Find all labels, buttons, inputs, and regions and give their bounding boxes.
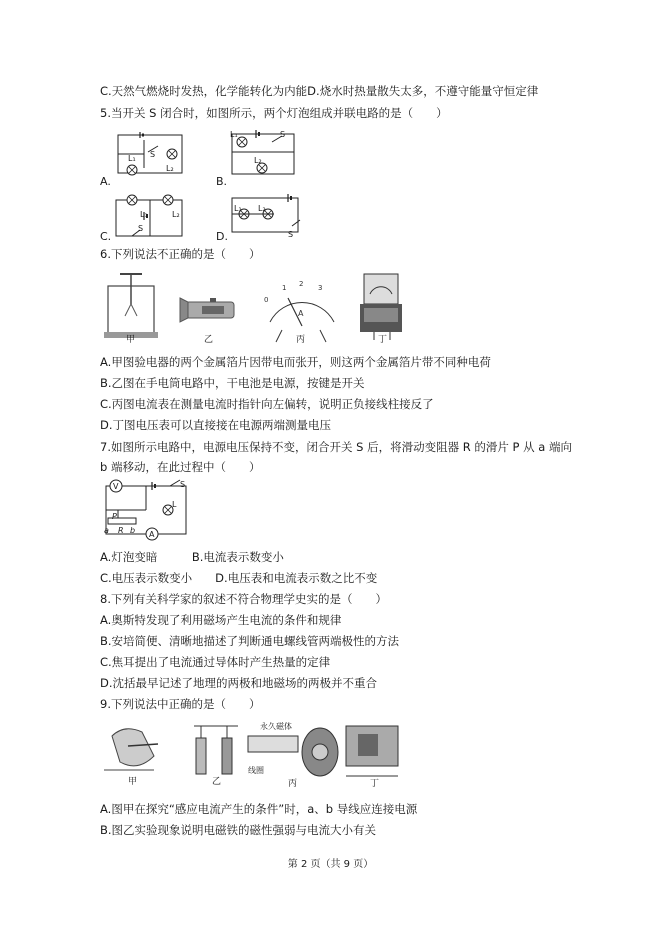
page-footer: 第 2 页（共 9 页） xyxy=(287,859,374,870)
q5d-l2-label: L₂ xyxy=(258,204,266,213)
question-9: 9.下列说法中正确的是（ ） xyxy=(100,697,261,711)
q7-lamp-label: L xyxy=(172,500,177,509)
q9-caption-bing: 丙 xyxy=(288,779,298,789)
q5b-s-label: S xyxy=(280,130,286,139)
q7-end-b-label: b xyxy=(130,526,136,535)
q5a-s-label: S xyxy=(150,150,156,159)
q5c-l2-label: L₂ xyxy=(172,210,180,219)
svg-text:0: 0 xyxy=(264,296,269,304)
q6-option-c: C.丙图电流表在测量电流时指针向左偏转，说明正负接线柱接反了 xyxy=(100,397,434,411)
q5-option-d-label: D. xyxy=(216,230,228,243)
q5d-l1-label: L₁ xyxy=(234,204,242,213)
q7-switch-label: S xyxy=(180,480,186,489)
q5-circuit-d xyxy=(226,190,306,242)
question-8: 8.下列有关科学家的叙述不符合物理学史实的是（ ） xyxy=(100,592,387,606)
question-5: 5.当开关 S 闭合时，如图所示，两个灯泡组成并联电路的是（ ） xyxy=(100,106,448,120)
q9-option-b: B.图乙实验现象说明电磁铁的磁性强弱与电流大小有关 xyxy=(100,823,377,837)
q5b-l2-label: L₂ xyxy=(254,156,262,165)
q7-slider-label: P xyxy=(112,512,117,521)
q5-circuit-a xyxy=(110,130,190,178)
q5a-l2-label: L₂ xyxy=(166,164,174,173)
q5-option-a-label: A. xyxy=(100,175,111,188)
q6-caption-jia: 甲 xyxy=(126,335,136,345)
q7-circuit xyxy=(100,476,196,544)
q9-coil-label: 线圈 xyxy=(248,766,264,775)
q5-option-b-label: B. xyxy=(216,175,228,188)
svg-text:3: 3 xyxy=(318,284,323,292)
q9-figure-strip xyxy=(98,716,408,794)
q8-option-c: C.焦耳提出了电流通过导体时产生热量的定律 xyxy=(100,655,331,669)
option-line-c-d: C.天然气燃烧时发热，化学能转化为内能D.烧水时热量散失太多，不遵守能量守恒定律 xyxy=(100,84,539,98)
q7-options-c-d: C.电压表示数变小 D.电压表和电流表示数之比不变 xyxy=(100,571,378,585)
q9-option-a: A.图甲在探究“感应电流产生的条件”时，a、b 导线应连接电源 xyxy=(100,802,418,816)
q7-rheostat-label: R xyxy=(118,526,124,535)
q5d-s-label: S xyxy=(288,230,294,239)
q6-caption-bing: 丙 xyxy=(296,335,306,345)
q6-caption-yi: 乙 xyxy=(204,335,214,345)
q8-option-d: D.沈括最早记述了地理的两极和地磁场的两极并不重合 xyxy=(100,676,378,690)
q5a-l1-label: L₁ xyxy=(128,154,136,163)
q6-option-a: A.甲图验电器的两个金属箔片因带电而张开，则这两个金属箔片带不同种电荷 xyxy=(100,355,491,369)
q5-option-c-label: C. xyxy=(100,230,112,243)
svg-text:A: A xyxy=(298,309,304,318)
q7-options-a-b: A.灯泡变暗 B.电流表示数变小 xyxy=(100,550,284,564)
q9-magnet-label: 永久磁体 xyxy=(260,722,292,731)
q8-option-b: B.安培简便、清晰地描述了判断通电螺线管两端极性的方法 xyxy=(100,634,400,648)
q7-ammeter-label: A xyxy=(149,530,155,539)
q6-option-b: B.乙图在手电筒电路中，干电池是电源，按键是开关 xyxy=(100,376,365,390)
q8-option-a: A.奥斯特发现了利用磁场产生电流的条件和规律 xyxy=(100,613,342,627)
question-7-line-2: b 端移动，在此过程中（ ） xyxy=(100,460,261,474)
question-7-line-1: 7.如图所示电路中，电源电压保持不变，闭合开关 S 后，将滑动变阻器 R 的滑片 P 从 a 端向 xyxy=(100,440,572,454)
q5-circuit-b xyxy=(228,128,300,180)
q9-caption-jia: 甲 xyxy=(128,777,138,787)
q5c-l1-label: L₁ xyxy=(140,210,148,219)
question-6: 6.下列说法不正确的是（ ） xyxy=(100,247,261,261)
q6-caption-ding: 丁 xyxy=(378,335,388,345)
q9-caption-ding: 丁 xyxy=(370,779,380,789)
q5b-l1-label: L₁ xyxy=(230,130,238,139)
q5-circuit-c xyxy=(110,192,190,242)
q6-figure-strip xyxy=(98,268,408,350)
svg-text:2: 2 xyxy=(299,280,304,288)
q6-option-d: D.丁图电压表可以直接接在电源两端测量电压 xyxy=(100,418,332,432)
svg-text:1: 1 xyxy=(282,284,287,292)
q7-end-a-label: a xyxy=(104,526,109,535)
q7-voltmeter-label: V xyxy=(113,482,119,491)
q5c-s-label: S xyxy=(138,224,144,233)
q9-caption-yi: 乙 xyxy=(212,777,222,787)
